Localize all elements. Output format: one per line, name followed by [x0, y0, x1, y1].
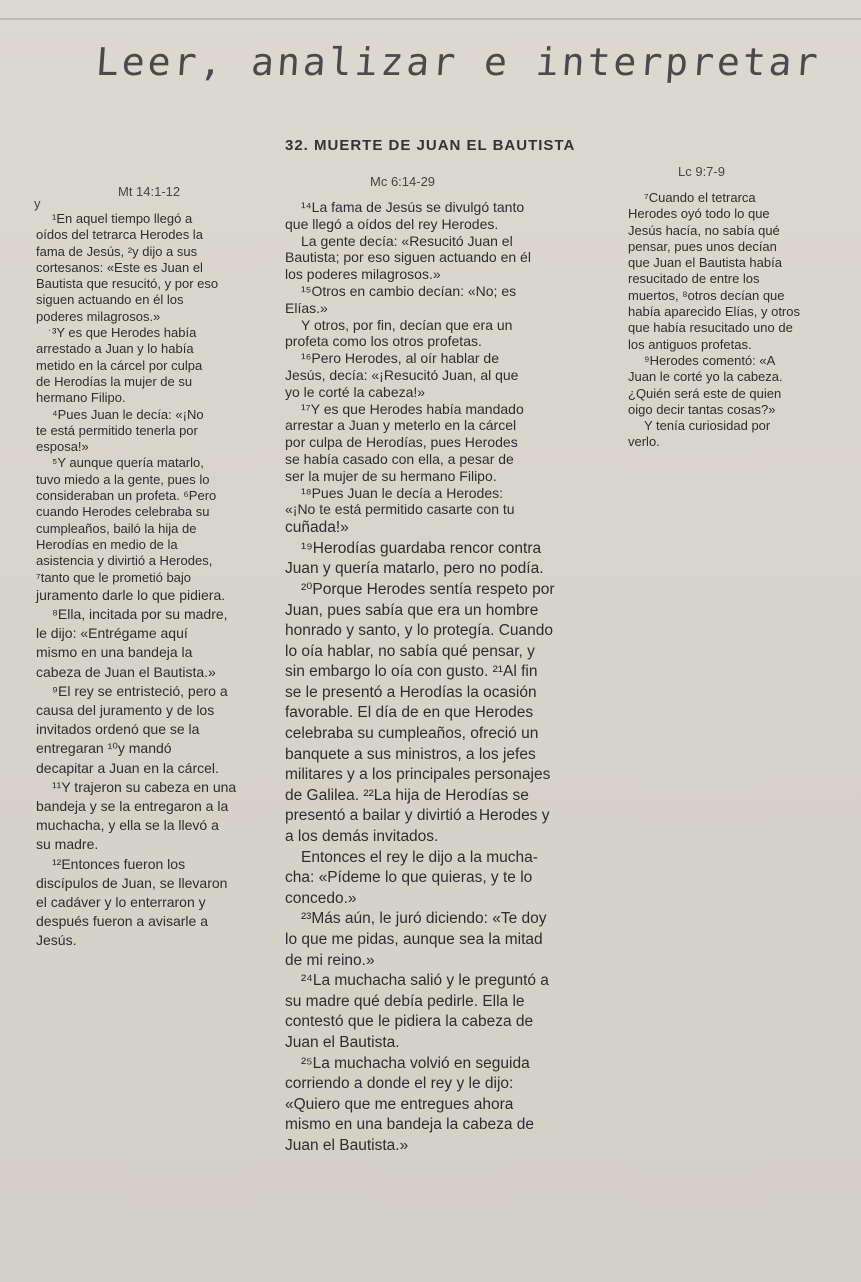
- mark-line: Bautista; por eso siguen actuando en él: [285, 249, 531, 266]
- mark-line: Juan el Bautista.»: [285, 1136, 409, 1154]
- matthew-line: muchacha, y ella se la llevó a: [36, 817, 219, 834]
- matthew-line: ⁹El rey se entristeció, pero a: [52, 682, 228, 699]
- mark-line: ¹⁶Pero Herodes, al oír hablar de: [301, 350, 499, 367]
- mark-line: que llegó a oídos del rey Herodes.: [285, 215, 499, 232]
- matthew-line: de Herodías la mujer de su: [36, 373, 193, 389]
- mark-line: cuñada!»: [285, 519, 349, 537]
- matthew-line: fama de Jesús, ²y dijo a sus: [36, 243, 198, 259]
- luke-line: oigo decir tantas cosas?»: [628, 401, 776, 417]
- matthew-line: te está permitido tenerla por: [36, 422, 198, 438]
- luke-line: resucitado de entre los: [628, 271, 760, 287]
- mark-line: ²⁰Porque Herodes sentía respeto por: [301, 580, 555, 598]
- handwritten-note: Leer, analizar e interpretar: [94, 40, 823, 84]
- mark-line: contestó que le pidiera la cabeza de: [285, 1013, 534, 1031]
- matthew-line: cabeza de Juan el Bautista.»: [36, 663, 216, 680]
- luke-line: había aparecido Elías, y otros: [628, 304, 800, 320]
- mark-line: por culpa de Herodías, pues Herodes: [285, 434, 518, 451]
- matthew-line: consideraban un profeta. ⁶Pero: [36, 488, 217, 504]
- mark-line: su madre qué debía pedirle. Ella le: [285, 992, 525, 1010]
- matthew-line: ¹²Entonces fueron los: [52, 855, 186, 872]
- matthew-line: oídos del tetrarca Herodes la: [36, 227, 203, 243]
- matthew-line: bandeja y se la entregaron a la: [36, 798, 229, 815]
- matthew-line: Bautista que resucitó, y por eso: [36, 276, 219, 292]
- mark-line: ser la mujer de su hermano Filipo.: [285, 467, 497, 484]
- stray-mark: y: [34, 196, 41, 211]
- luke-line: verlo.: [628, 434, 660, 450]
- stray-dot: .: [48, 323, 51, 334]
- matthew-line: ¹En aquel tiempo llegó a: [52, 211, 193, 226]
- mark-line: arrestar a Juan y meterlo en la cárcel: [285, 417, 517, 434]
- matthew-line: metido en la cárcel por culpa: [36, 357, 203, 373]
- matthew-line: su madre.: [36, 836, 99, 853]
- mark-line: ¹⁵Otros en cambio decían: «No; es: [301, 282, 517, 299]
- mark-line: se le presentó a Herodías la ocasión: [285, 683, 537, 701]
- mark-line: cha: «Pídeme lo que quieras, y te lo: [285, 869, 533, 887]
- matthew-line: ³Y es que Herodes había: [52, 325, 197, 341]
- luke-line: pensar, pues unos decían: [628, 238, 777, 254]
- luke-line: ¿Quién será este de quien: [628, 385, 782, 401]
- mark-line: ²⁵La muchacha volvió en seguida: [301, 1054, 530, 1072]
- matthew-line: ⁵Y aunque quería matarlo,: [52, 455, 204, 471]
- mark-line: ¹⁷Y es que Herodes había mandado: [301, 400, 524, 417]
- mark-line: los poderes milagrosos.»: [285, 266, 441, 283]
- mark-line: se había casado con ella, a pesar de: [285, 450, 514, 467]
- mark-line: ¹⁴La fama de Jesús se divulgó tanto: [301, 199, 525, 215]
- matthew-line: decapitar a Juan en la cárcel.: [36, 759, 219, 776]
- matthew-line: entregaran ¹⁰y mandó: [36, 740, 172, 757]
- matthew-line: Jesús.: [36, 932, 77, 949]
- mark-line: Elías.»: [285, 299, 328, 316]
- reference-luke: Lc 9:7-9: [678, 164, 725, 179]
- matthew-line: ⁴Pues Juan le decía: «¡No: [52, 406, 204, 422]
- mark-column: [285, 199, 555, 1157]
- mark-line: ²⁴La muchacha salió y le preguntó a: [301, 972, 549, 990]
- luke-line: ⁷Cuando el tetrarca: [644, 190, 756, 205]
- mark-line: concedo.»: [285, 889, 357, 907]
- mark-line: La gente decía: «Resucitó Juan el: [301, 232, 513, 249]
- matthew-line: cuando Herodes celebraba su: [36, 504, 210, 520]
- matthew-line: siguen actuando en él los: [36, 292, 184, 308]
- luke-line: Juan le corté yo la cabeza.: [628, 369, 783, 385]
- mark-line: «Quiero que me entregues ahora: [285, 1095, 514, 1113]
- matthew-column: [36, 211, 236, 951]
- matthew-line: después fueron a avisarle a: [36, 913, 208, 930]
- matthew-line: poderes milagrosos.»: [36, 308, 161, 324]
- matthew-line: ⁷tanto que le prometió bajo: [36, 569, 192, 585]
- mark-line: lo oía hablar, no sabía qué pensar, y: [285, 642, 535, 660]
- reference-matthew: Mt 14:1-12: [118, 184, 181, 199]
- page-edge-line: [0, 18, 861, 20]
- matthew-line: hermano Filipo.: [36, 390, 126, 406]
- mark-line: militares y a los principales personajes: [285, 766, 551, 784]
- matthew-line: mismo en una bandeja la: [36, 644, 193, 661]
- matthew-line: arrestado a Juan y lo había: [36, 341, 194, 357]
- matthew-line: esposa!»: [36, 439, 89, 455]
- mark-line: corriendo a donde el rey y le dijo:: [285, 1075, 514, 1093]
- mark-line: Juan y quería matarlo, pero no podía.: [285, 560, 544, 578]
- matthew-line: Herodías en medio de la: [36, 536, 178, 552]
- mark-line: de Galilea. ²²La hija de Herodías se: [285, 786, 529, 804]
- mark-line: mismo en una bandeja la cabeza de: [285, 1116, 535, 1134]
- matthew-line: invitados ordenó que se la: [36, 721, 200, 738]
- luke-line: que Juan el Bautista había: [628, 255, 782, 271]
- section-title: 32. MUERTE DE JUAN EL BAUTISTA: [285, 137, 576, 154]
- mark-line: sin embargo lo oía con gusto. ²¹Al fin: [285, 663, 538, 681]
- luke-line: los antiguos profetas.: [628, 336, 752, 352]
- matthew-line: cumpleaños, bailó la hija de: [36, 520, 197, 536]
- mark-line: Jesús, decía: «¡Resucitó Juan, al que: [285, 366, 519, 383]
- mark-line: Y otros, por fin, decían que era un: [301, 316, 513, 333]
- mark-line: de mi reino.»: [285, 951, 375, 969]
- luke-line: ⁹Herodes comentó: «A: [644, 352, 776, 368]
- mark-line: banquete a sus ministros, a los jefes: [285, 745, 536, 763]
- matthew-line: ⁸Ella, incitada por su madre,: [52, 606, 228, 623]
- mark-line: yo le corté la cabeza!»: [285, 383, 426, 400]
- matthew-line: asistencia y divirtió a Herodes,: [36, 553, 213, 569]
- mark-line: ¹⁸Pues Juan le decía a Herodes:: [301, 484, 504, 501]
- mark-line: celebraba su cumpleaños, ofreció un: [285, 725, 539, 743]
- reference-mark: Mc 6:14-29: [370, 174, 436, 189]
- mark-line: lo que me pidas, aunque sea la mitad: [285, 931, 543, 949]
- matthew-line: el cadáver y lo enterraron y: [36, 894, 206, 911]
- matthew-line: discípulos de Juan, se llevaron: [36, 874, 228, 891]
- mark-line: ²³Más aún, le juró diciendo: «Te doy: [301, 910, 547, 928]
- matthew-line: juramento darle lo que pidiera.: [36, 586, 226, 603]
- mark-line: ¹⁹Herodías guardaba rencor contra: [301, 539, 542, 557]
- mark-line: presentó a bailar y divirtió a Herodes y: [285, 807, 550, 825]
- mark-line: a los demás invitados.: [285, 828, 439, 846]
- mark-line: «¡No te está permitido casarte con tu: [285, 501, 515, 518]
- luke-line: que había resucitado uno de: [628, 320, 793, 336]
- luke-line: Y tenía curiosidad por: [644, 418, 771, 434]
- mark-line: honrado y santo, y lo protegía. Cuando: [285, 622, 553, 640]
- luke-line: muertos, ⁸otros decían que: [628, 287, 785, 303]
- matthew-line: le dijo: «Entrégame aquí: [36, 625, 188, 642]
- mark-line: profeta como los otros profetas.: [285, 333, 482, 350]
- mark-line: Entonces el rey le dijo a la mucha-: [301, 848, 538, 866]
- matthew-line: ¹¹Y trajeron su cabeza en una: [52, 778, 237, 795]
- mark-line: favorable. El día de en que Herodes: [285, 704, 534, 722]
- matthew-line: causa del juramento y de los: [36, 702, 215, 719]
- matthew-line: cortesanos: «Este es Juan el: [36, 259, 203, 275]
- mark-line: Juan el Bautista.: [285, 1033, 400, 1051]
- luke-column: [628, 190, 800, 451]
- matthew-line: tuvo miedo a la gente, pues lo: [36, 471, 210, 487]
- mark-line: Juan, pues sabía que era un hombre: [285, 601, 539, 619]
- luke-line: Herodes oyó todo lo que: [628, 206, 770, 222]
- luke-line: Jesús hacía, no sabía qué: [628, 222, 780, 238]
